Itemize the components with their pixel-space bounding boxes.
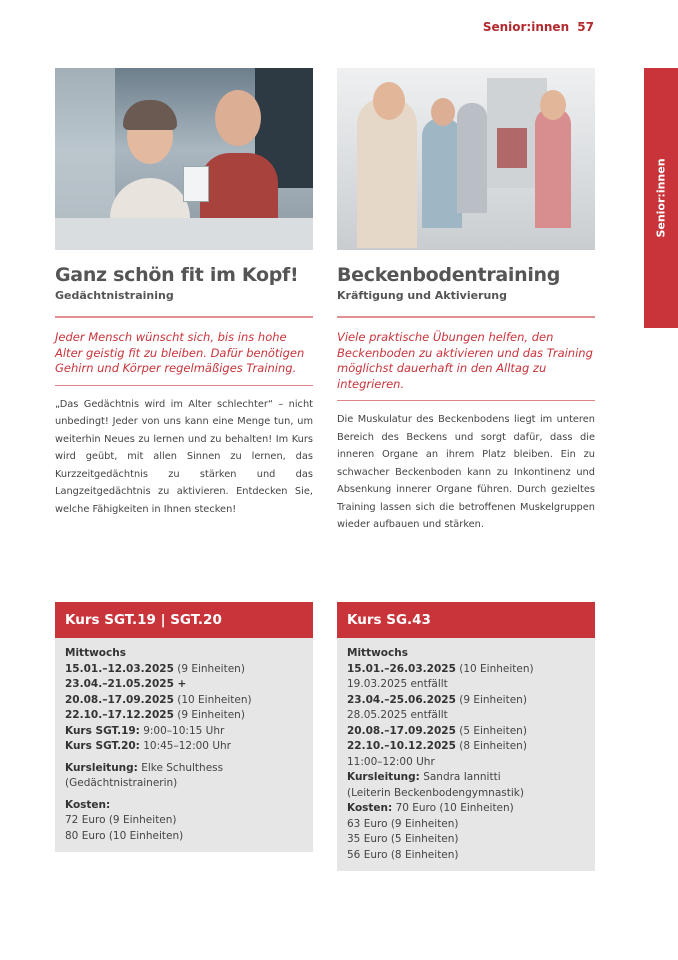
side-tab-label: Senior:innen bbox=[654, 158, 668, 238]
instructor-name: Sandra Iannitti bbox=[419, 771, 501, 783]
course-time: 10:45–12:00 Uhr bbox=[139, 740, 231, 752]
course-time: 9:00–10:15 Uhr bbox=[139, 724, 225, 737]
course-date: 22.10.–10.12.2025 bbox=[347, 740, 456, 752]
article-title: Beckenbodentraining bbox=[337, 264, 561, 286]
cost-item: 56 Euro (8 Einheiten) bbox=[347, 848, 459, 861]
course-day: Mittwochs bbox=[347, 647, 408, 659]
article-subtitle: Kräftigung und Aktivierung bbox=[337, 289, 508, 302]
course-units: (5 Einheiten) bbox=[455, 724, 527, 737]
course-date: 20.08.–17.09.2025 bbox=[347, 724, 456, 737]
instructor-role: (Leiterin Beckenbodengymnastik) bbox=[347, 786, 524, 799]
article-body: „Das Gedächtnis wird im Alter schlechter“ – nicht unbedingt! Jeder von uns kann eine Menge tun, um weiterhin Neues zu lernen und zu behalten! Im Kurs wird geübt, mit allen Sinnen zu lernen, das Kurzzeitgedächtnis zu stärken und das Langzeitgedächtnis zu aktivieren. Entdecken Sie, welche Fähigkeiten in Ihnen stecken! bbox=[55, 398, 313, 515]
page-number: 57 bbox=[577, 20, 594, 34]
course-code: Kurs SGT.19: bbox=[65, 724, 140, 737]
cost-item: 70 Euro (10 Einheiten) bbox=[392, 802, 514, 814]
course-date: 23.04.–25.06.2025 bbox=[347, 693, 456, 706]
instructor-name: Elke Schulthess bbox=[137, 761, 224, 774]
divider bbox=[55, 316, 313, 318]
cost-item: 35 Euro (5 Einheiten) bbox=[347, 833, 459, 845]
instructor-label: Kursleitung: bbox=[347, 771, 420, 783]
cost-item: 72 Euro (9 Einheiten) bbox=[65, 814, 177, 826]
column-gedaechtnistraining bbox=[55, 68, 313, 518]
course-header: Kurs SG.43 bbox=[337, 602, 595, 638]
article-subtitle: Gedächtnistraining bbox=[55, 289, 174, 302]
instructor-label: Kursleitung: bbox=[65, 761, 138, 774]
course-date: 15.01.–12.03.2025 bbox=[65, 662, 174, 675]
course-cancelled: 19.03.2025 entfällt bbox=[347, 678, 448, 690]
course-units: (10 Einheiten) bbox=[455, 662, 534, 675]
course-time: 11:00–12:00 Uhr bbox=[347, 755, 435, 768]
course-units: (10 Einheiten) bbox=[173, 693, 252, 706]
cost-item: 63 Euro (9 Einheiten) bbox=[347, 817, 459, 830]
section-side-tab bbox=[644, 68, 678, 328]
cost-item: 80 Euro (10 Einheiten) bbox=[65, 829, 184, 842]
cost-label: Kosten: bbox=[347, 802, 393, 814]
course-units: (9 Einheiten) bbox=[173, 709, 245, 721]
course-day: Mittwochs bbox=[65, 647, 126, 659]
course-details bbox=[55, 638, 313, 852]
course-date: 20.08.–17.09.2025 bbox=[65, 693, 174, 706]
course-date: 22.10.–17.12.2025 bbox=[65, 709, 174, 721]
divider bbox=[55, 385, 313, 386]
course-code: Kurs SGT.20: bbox=[65, 740, 140, 752]
article-title: Ganz schön fit im Kopf! bbox=[55, 264, 299, 286]
course-date: 15.01.–26.03.2025 bbox=[347, 662, 456, 675]
course-cancelled: 28.05.2025 entfällt bbox=[347, 709, 448, 721]
article-body: Die Muskulatur des Beckenbodens liegt im unteren Bereich des Beckens und sorgt dafür, dass die inneren Organe an ihrem Platz bleiben. Ein zu schwacher Beckenboden kann zu Inkontinenz und Absenkung innerer Organe führen. Durch gezieltes Training lassen sich die betroffenen Muskelgruppen wieder aufbauen und stärken. bbox=[337, 414, 595, 530]
course-date: 23.04.–21.05.2025 + bbox=[65, 678, 187, 690]
article-intro: Viele praktische Übungen helfen, den Beckenboden zu aktivieren und das Training möglichst dauerhaft in den Alltag zu integrieren. bbox=[337, 330, 593, 391]
article-intro: Jeder Mensch wünscht sich, bis ins hohe Alter geistig fit zu bleiben. Dafür benötigen Gehirn und Körper regelmäßiges Training. bbox=[55, 330, 305, 375]
course-units: (8 Einheiten) bbox=[455, 740, 527, 752]
divider bbox=[337, 316, 595, 318]
course-units: (9 Einheiten) bbox=[455, 693, 527, 706]
photo-seniors-exercise-class bbox=[337, 68, 595, 250]
course-details bbox=[337, 638, 595, 871]
instructor-role: (Gedächtnistrainerin) bbox=[65, 777, 178, 789]
course-units: (9 Einheiten) bbox=[173, 662, 245, 675]
cost-label: Kosten: bbox=[65, 798, 111, 811]
section-name: Senior:innen bbox=[482, 20, 570, 34]
column-beckenbodentraining bbox=[337, 68, 595, 534]
photo-seniors-memory-game bbox=[55, 68, 313, 250]
page-header bbox=[483, 20, 594, 34]
course-header: Kurs SGT.19 | SGT.20 bbox=[55, 602, 313, 638]
divider bbox=[337, 400, 595, 401]
